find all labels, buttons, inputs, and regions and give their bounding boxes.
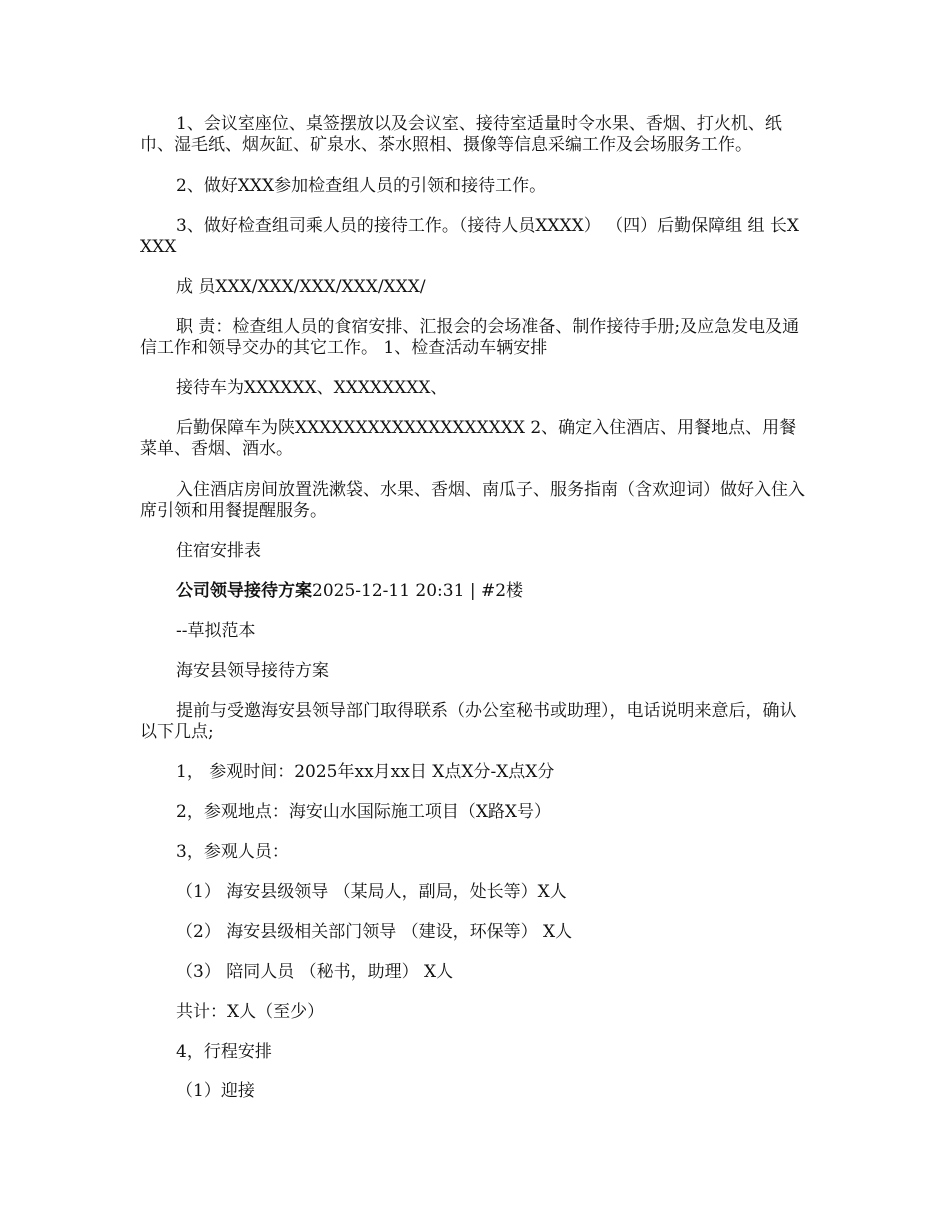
paragraph-15: 2，参观地点：海安山水国际施工项目（X路X号） xyxy=(176,802,552,822)
paragraph-8: 入住酒店房间放置洗漱袋、水果、香烟、南瓜子、服务指南（含欢迎词）做好入住入席引领和用餐提醒服务。 xyxy=(140,480,805,521)
paragraph-3: 3、做好检查组司乘人员的接待工作。（接待人员XXXX） （四）后勤保障组 组 长XXXX xyxy=(140,216,800,257)
paragraph-1: 1、会议室座位、桌签摆放以及会议室、接待室适量时令水果、香烟、打火机、纸巾、湿毛纸、烟灰缸、矿泉水、茶水照相、摄像等信息采编工作及会场服务工作。 xyxy=(140,114,782,155)
paragraph-19: （3） 陪同人员 （秘书，助理） X人 xyxy=(176,962,454,982)
paragraph-16: 3，参观人员： xyxy=(176,842,289,862)
paragraph-4: 成 员XXX/XXX/XXX/XXX/XXX/ xyxy=(176,277,426,297)
paragraph-7: 后勤保障车为陕XXXXXXXXXXXXXXXXXXX 2、确定入住酒店、用餐地点、用餐菜单、香烟、酒水。 xyxy=(140,418,797,459)
paragraph-12: 海安县领导接待方案 xyxy=(176,661,329,681)
paragraph-17: （1） 海安县级领导 （某局人，副局，处长等）X人 xyxy=(176,882,567,902)
paragraph-6: 接待车为XXXXXX、XXXXXXXX、 xyxy=(176,378,448,398)
paragraph-22: （1）迎接 xyxy=(176,1081,255,1101)
paragraph-14: 1， 参观时间：2025年xx月xx日 X点X分-X点X分 xyxy=(176,762,555,782)
paragraph-9: 住宿安排表 xyxy=(176,541,261,561)
post-header xyxy=(140,581,810,602)
post-meta: 2025-12-11 20:31 | #2楼 xyxy=(312,581,524,601)
paragraph-13: 提前与受邀海安县领导部门取得联系（办公室秘书或助理），电话说明来意后，确认以下几点; xyxy=(140,701,797,742)
paragraph-11: --草拟范本 xyxy=(176,621,256,641)
paragraph-2: 2、做好XXX参加检查组人员的引领和接待工作。 xyxy=(176,176,547,196)
paragraph-21: 4，行程安排 xyxy=(176,1042,272,1062)
post-title: 公司领导接待方案 xyxy=(176,581,312,601)
paragraph-5: 职 责：检查组人员的食宿安排、汇报会的会场准备、制作接待手册;及应急发电及通信工作和领导交办的其它工作。 1、检查活动车辆安排 xyxy=(140,317,800,358)
paragraph-20: 共计：X人（至少） xyxy=(176,1002,325,1022)
paragraph-18: （2） 海安县级相关部门领导 （建设，环保等） X人 xyxy=(176,922,573,942)
